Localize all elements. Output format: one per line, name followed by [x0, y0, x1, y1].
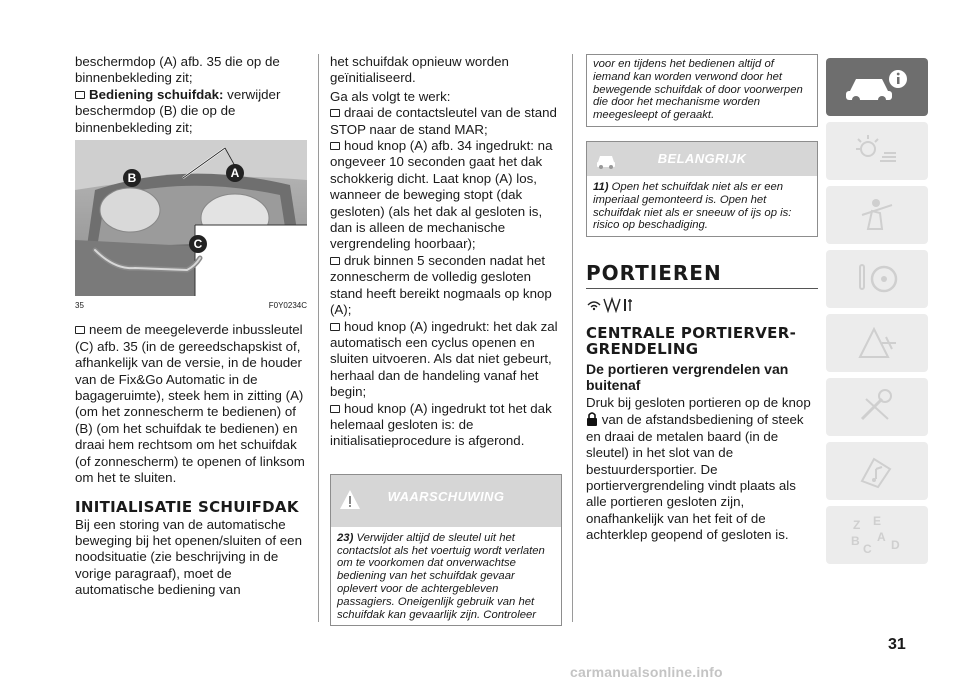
important-box — [586, 141, 818, 237]
important-number: 11) — [593, 180, 609, 193]
tab-warning-lights[interactable] — [826, 122, 928, 180]
paragraph: Ga als volgt te werk: — [330, 88, 451, 104]
bullet-box-icon — [330, 405, 340, 413]
section-heading: INITIALISATIE SCHUIFDAK — [75, 497, 299, 516]
important-header — [587, 142, 817, 176]
music-media-icon — [852, 451, 902, 491]
alphabet-index-icon — [847, 515, 907, 555]
important-body — [587, 176, 817, 236]
bullet-text: houd knop (A) afb. 34 ingedrukt: na ongeveer 10 seconden gaat het dak schokkerig dicht. Laat knop (A) los, wanneer de beweging stopt (dak gesloten) (als het dak al gesloten is, dan is alleen de mechanische vergrendeling hoorbaar); — [330, 138, 553, 252]
interior-roof-illustration — [75, 140, 307, 296]
bullet-text: houd knop (A) ingedrukt tot het dak helemaal gesloten is: de initialisatieprocedure is afgerond. — [330, 400, 552, 449]
paragraph: Bij een storing van de automatische beweging bij het openen/sluiten of een noodsituatie (zie beschrijving in de vorige paragraaf), moet de automatische bediening van — [75, 516, 302, 598]
bullet-text: draai de contactsleutel van de stand STOP naar de stand MAR; — [330, 105, 557, 137]
paragraph-text: Druk bij gesloten portieren op de knop — [586, 394, 811, 410]
bullet-box-icon — [75, 326, 85, 334]
bullet-box-icon — [75, 91, 85, 99]
figure-caption — [75, 298, 307, 314]
warning-box — [330, 474, 562, 627]
column-separator — [572, 54, 573, 622]
bullet-item — [330, 253, 562, 319]
paragraph — [586, 395, 818, 544]
watermark: carmanualsonline.info — [570, 664, 723, 680]
bullet-box-icon — [330, 257, 340, 265]
page-number: 31 — [888, 636, 906, 653]
svg-text:E: E — [873, 515, 882, 528]
bullet-text: verwijder beschermdop (B) die op de binnenbekleding zit; — [75, 86, 281, 135]
figure-label-b: B — [127, 171, 137, 186]
column-separator — [318, 54, 319, 622]
paragraph-text: van de afstandsbediening of steek en draai de metalen baard (in de sleutel) in het slot van de bestuurdersportier. De portiervergrendeling vindt plaats als alle portieren gesloten zijn, onafhankelijk van het feit of de achterklep geopend of gesloten is. — [586, 412, 804, 543]
tools-icon — [852, 387, 902, 427]
warning-number: 23) — [337, 531, 354, 544]
tab-steering-key[interactable] — [826, 250, 928, 308]
bullet-item — [75, 322, 307, 486]
figure-label-c: C — [193, 237, 203, 252]
steering-key-icon — [852, 259, 902, 299]
bullet-item — [330, 105, 562, 138]
warning-text: Verwijder altijd de sleutel uit het contactslot als het voertuig wordt verlaten om te voorkomen dat onverwachtse bediening van het schuifdak gevaar oplevert voor de achtergebleven passagiers. Oneigenlijk gebruik van het schuifdak kan gevaarlijk zijn. Controleer — [337, 531, 545, 621]
tab-music-media[interactable] — [826, 442, 928, 500]
warning-title: WAARSCHUWING — [387, 488, 505, 504]
important-title: BELANGRIJK — [657, 150, 747, 166]
bullet-box-icon — [330, 323, 340, 331]
continued-warning-box: voor en tijdens het bedienen altijd of iemand kan worden verwond door het bewegende schuifdak of door voorwerpen die door het mechanisme worden meegesleept of geraakt. — [586, 54, 818, 127]
chapter-sidebar — [826, 58, 928, 570]
paragraph: beschermdop (A) afb. 35 die op de binnenbekleding zit; — [75, 54, 280, 86]
subheading: De portieren vergrendelen van buitenaf — [586, 360, 789, 393]
warning-header — [331, 475, 561, 527]
bullet-item — [330, 319, 562, 401]
middle-column — [330, 54, 562, 626]
bullet-item — [330, 138, 562, 253]
lock-icon — [586, 411, 598, 427]
road-warning-icon — [852, 323, 902, 363]
bullet-text: neem de meegeleverde inbussleutel (C) afb. 35 (in de gereedschapskist of, afhankelijk van de versie, in de houder van de Fix&Go Automatic in de bagageruimte), steek hem in zitting (A) (om het zonnescherm te bedienen) of (B) (om het schuifdak te bedienen) en draai hem rechtsom om het schuifdak (of zonnescherm) te openen of linksom om het te sluiten. — [75, 322, 305, 486]
tab-airbag-seat[interactable] — [826, 186, 928, 244]
figure-label-a: A — [230, 166, 240, 181]
figure-code: F0Y0234C — [268, 301, 307, 311]
right-column — [586, 54, 818, 544]
bullet-text: houd knop (A) ingedrukt: het dak zal automatisch een cyclus openen en sluiten uitvoeren. Als dat niet gebeurt, herhaal dan de handeling vanaf het begin; — [330, 318, 558, 400]
chapter-title: PORTIEREN — [586, 265, 818, 288]
bullet-item — [75, 87, 307, 136]
svg-text:Z: Z — [853, 518, 861, 532]
left-column — [75, 54, 307, 599]
tab-tools[interactable] — [826, 378, 928, 436]
svg-text:A: A — [877, 530, 886, 544]
tab-road-warning[interactable] — [826, 314, 928, 372]
bullet-bold-label: Bediening schuifdak: — [89, 86, 224, 102]
bullet-item — [330, 401, 562, 450]
wifi-connectivity-icon — [586, 295, 634, 313]
svg-text:C: C — [863, 542, 872, 555]
bullet-text: druk binnen 5 seconden nadat het zonnescherm de volledig gesloten stand heeft bereikt nogmaals op knop (A); — [330, 252, 552, 318]
car-info-icon — [842, 67, 912, 107]
bullet-box-icon — [330, 142, 340, 150]
figure-35 — [75, 140, 307, 296]
svg-text:B: B — [851, 534, 860, 548]
paragraph: het schuifdak opnieuw worden geïnitialiseerd. — [330, 54, 509, 86]
section-heading: CENTRALE PORTIERVER-GRENDELING — [586, 323, 797, 358]
warning-body — [331, 527, 561, 626]
warning-lights-icon — [852, 131, 902, 171]
important-text: Open het schuifdak niet als er een imperiaal gemonteerd is. Open het schuifdak niet als er sneeuw of ijs op is: risico op beschadiging. — [593, 180, 792, 232]
airbag-seat-icon — [852, 195, 902, 235]
tab-alphabet-index[interactable] — [826, 506, 928, 564]
svg-text:D: D — [891, 538, 900, 552]
figure-number: 35 — [75, 301, 84, 311]
bullet-box-icon — [330, 109, 340, 117]
tab-car-info[interactable] — [826, 58, 928, 116]
